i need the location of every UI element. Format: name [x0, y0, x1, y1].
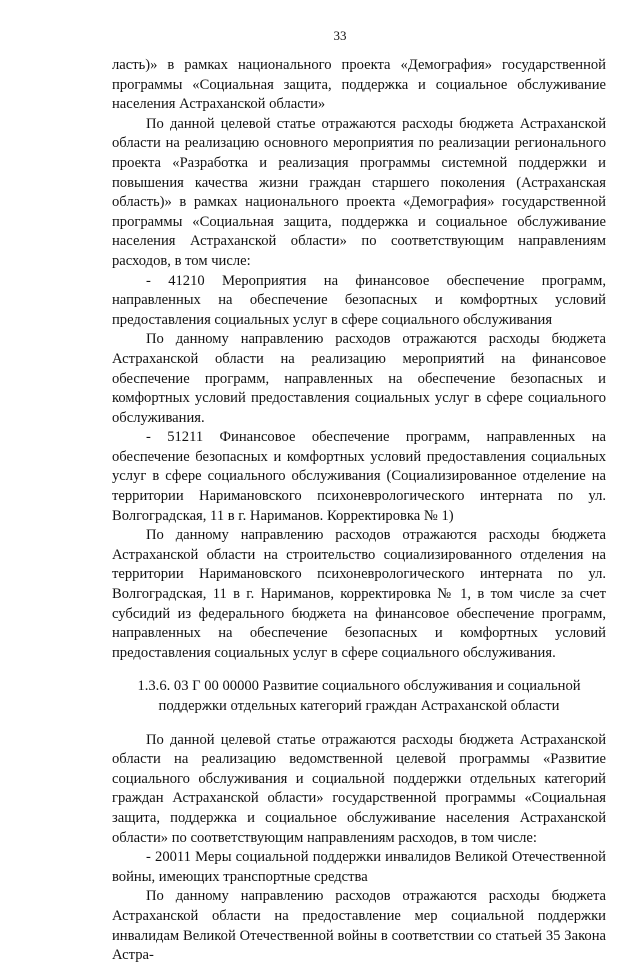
paragraph: По данной целевой статье отражаются расходы бюджета Астраханской области на реализацию основного мероприятия по реализации регионального проекта «Разработка и реализация программы системной поддержки и повышения качества жизни граждан старшего поколения (Астраханская область)» в рамках национального проекта «Демография» государственной программы «Социальная защита, поддержка и социальное обслуживание населения Астраханской области» по соответствующим направлениям расходов, в том числе:	[112, 115, 606, 269]
paragraph: По данной целевой статье отражаются расходы бюджета Астраханской области на реализацию ведомственной целевой программы «Развитие социального обслуживания и социальной поддержки отдельных категорий граждан Астраханской области» государственной программы «Социальная защита, поддержка и социальное обслуживание населения Астраханской области» по соответствующим направлениям расходов, в том числе:	[112, 731, 606, 846]
list-item: - 51211 Финансовое обеспечение программ, направленных на обеспечение безопасных и комфортных условий предоставления социальных услуг в сфере социального обслуживания (Социализированное отделение на территории Наримановского психоневрологического интерната по ул. Волгоградская, 11 в г. Нариманов. Корректировка № 1)	[112, 429, 606, 524]
paragraph: По данному направлению расходов отражаются расходы бюджета Астраханской области на предоставление мер социальной поддержки инвалидам Великой Отечественной войны в соответствии со статьей 35 Закона Астра-	[112, 888, 606, 964]
list-item: - 41210 Мероприятия на финансовое обеспечение программ, направленных на обеспечение безопасных и комфортных условий предоставления социальных услуг в сфере социального обслуживания	[112, 272, 606, 328]
section-heading: 1.3.6. 03 Г 00 00000 Развитие социального обслуживания и социальной поддержки отдельных категорий граждан Астраханской области	[137, 678, 581, 714]
paragraph: По данному направлению расходов отражаются расходы бюджета Астраханской области на реализацию мероприятий на финансовое обеспечение программ, направленных на обеспечение безопасных и комфортных условий предоставления социальных услуг в сфере социального обслуживания.	[112, 331, 606, 426]
paragraph-continuation: ласть)» в рамках национального проекта «Демография» государственной программы «Социальная защита, поддержка и социальное обслуживание населения Астраханской области»	[112, 57, 606, 113]
paragraph: По данному направлению расходов отражаются расходы бюджета Астраханской области на строительство социализированного отделения на территории Наримановского психоневрологического интерната по ул. Волгоградская, 11 в г. Нариманов, корректировка № 1, в том числе за счет субсидий из федерального бюджета на финансовое обеспечение программ, направленных на обеспечение безопасных и комфортных условий предоставления социальных услуг в сфере социального обслуживания.	[112, 527, 606, 661]
page-number: 33	[333, 28, 347, 43]
list-item: - 20011 Меры социальной поддержки инвалидов Великой Отечественной войны, имеющих транспортные средства	[112, 849, 606, 885]
